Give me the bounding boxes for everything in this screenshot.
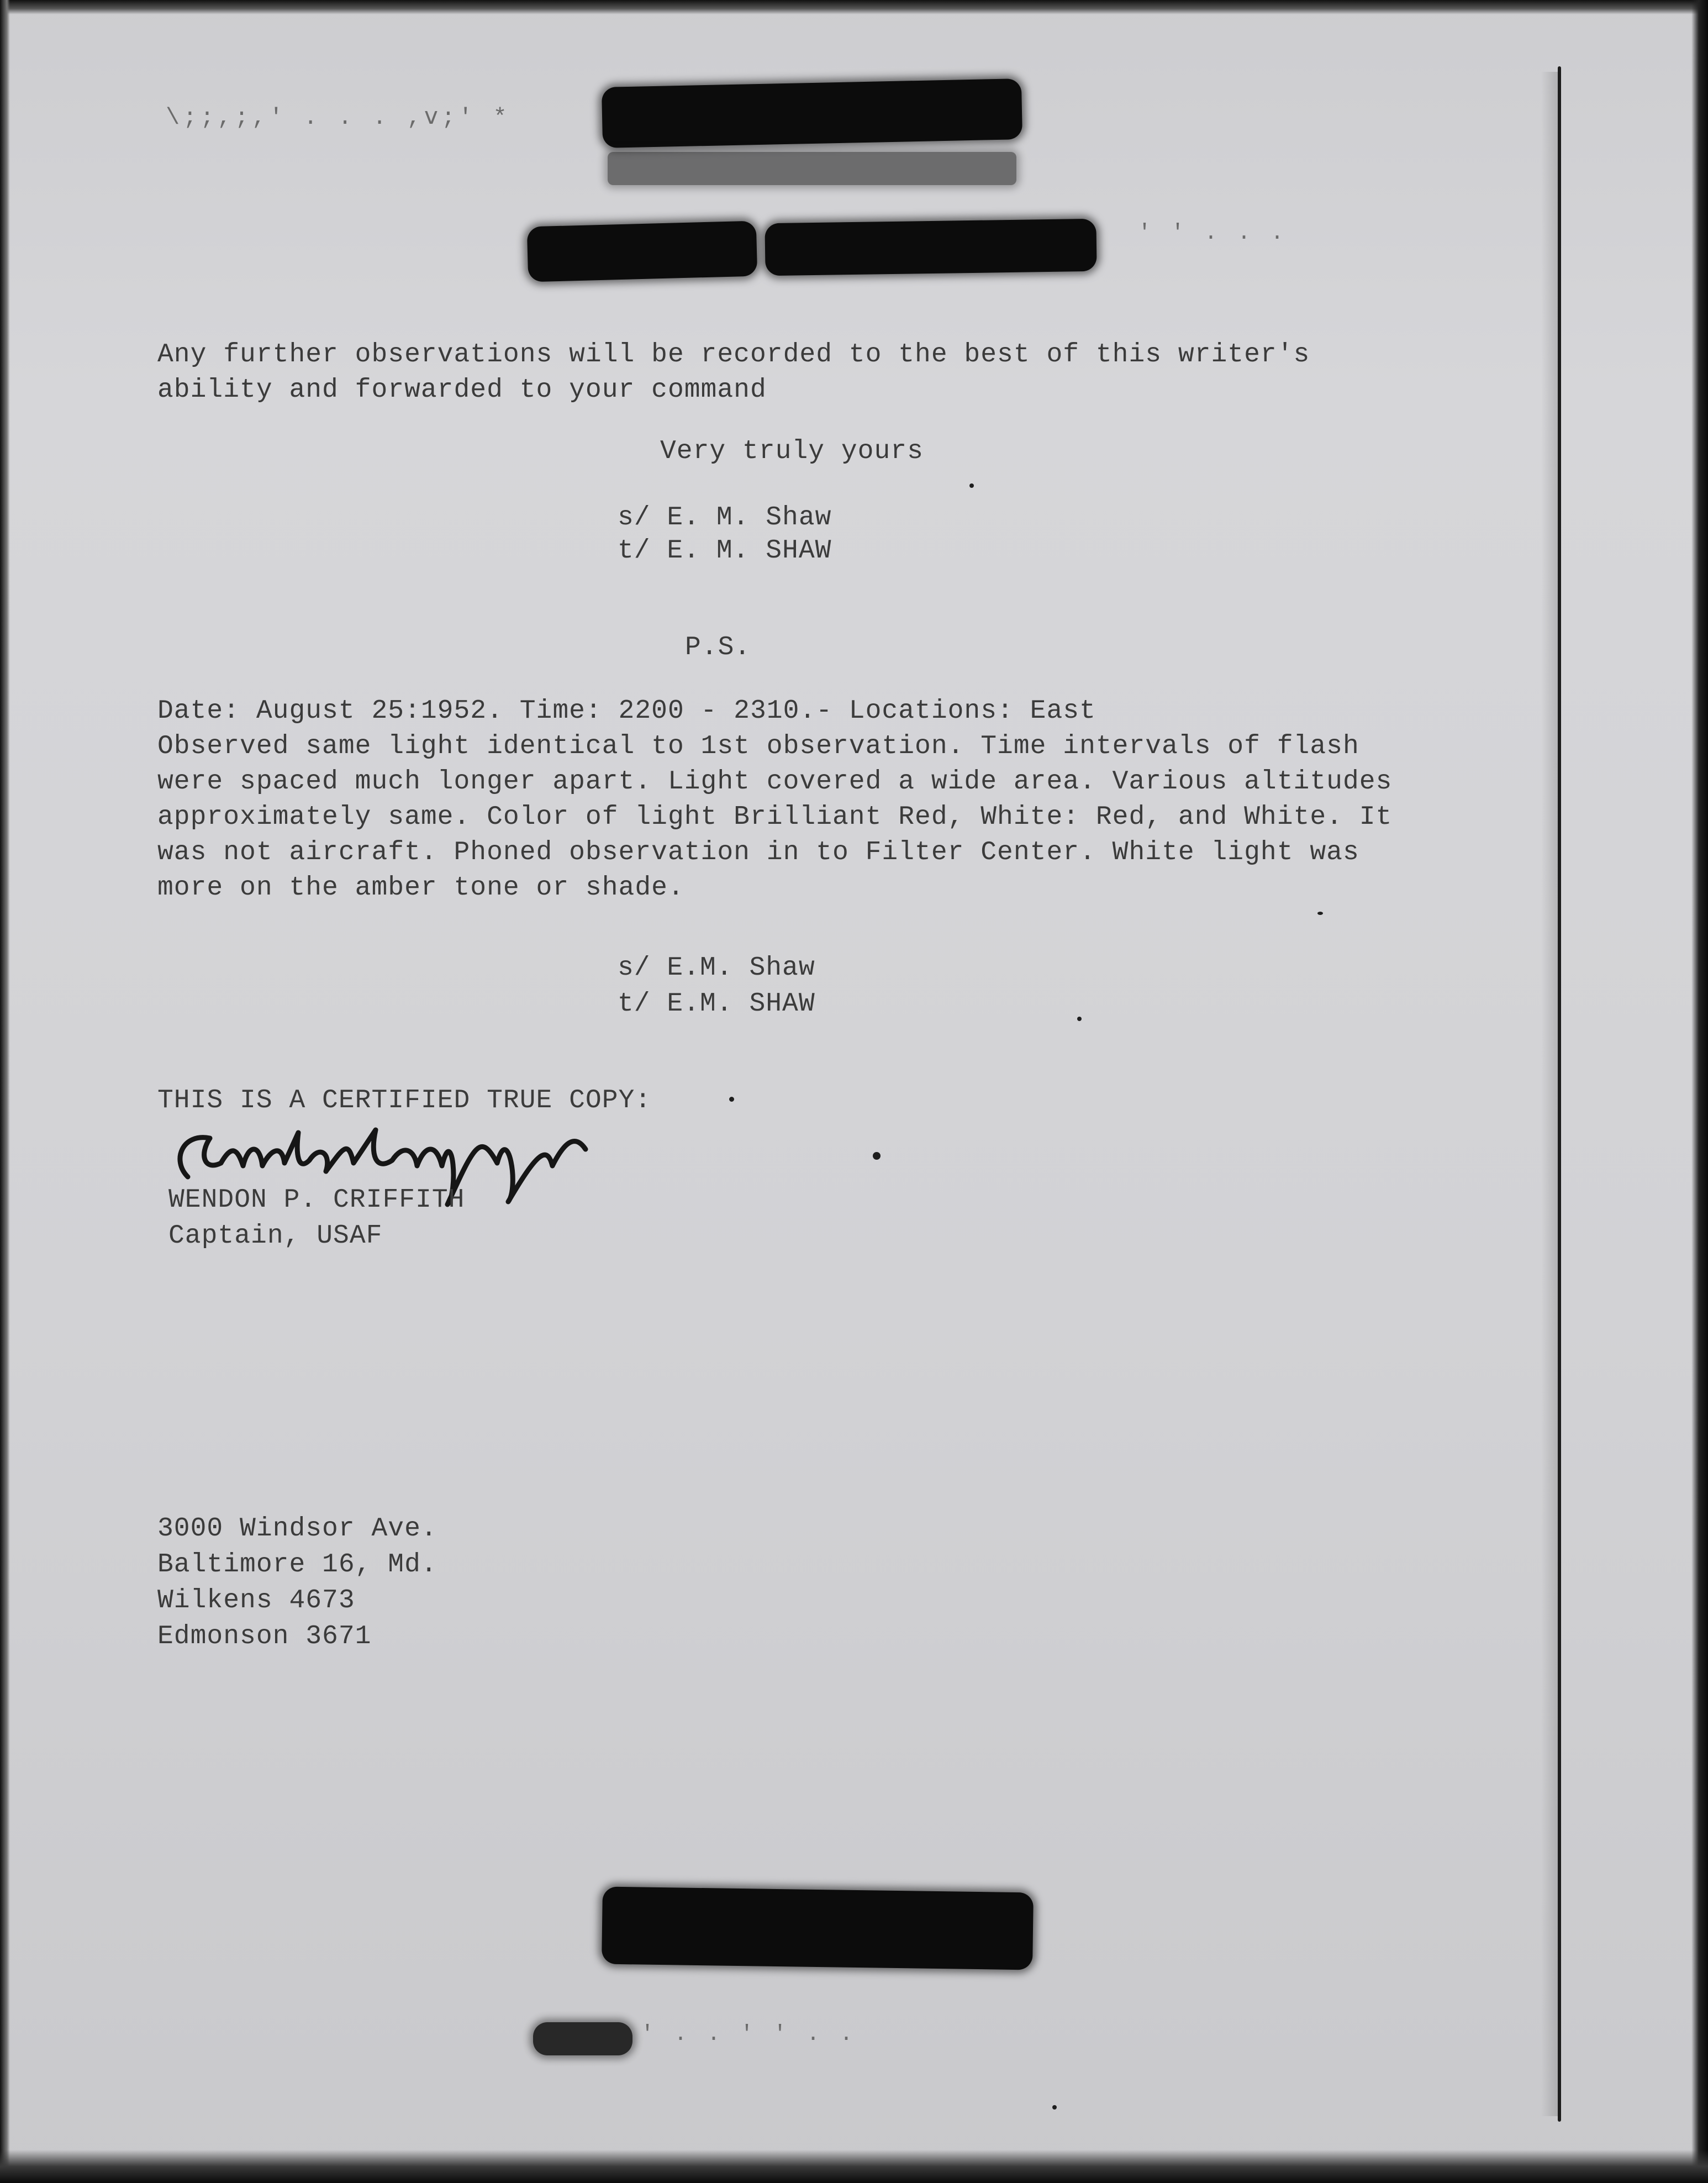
certifier-name: WENDON P. CRIFFITH	[168, 1185, 465, 1215]
redaction-footer-small	[533, 2022, 632, 2055]
header-smudge-left: \;;,;,' . . . ,ⅴ;' *	[166, 104, 510, 131]
redaction-footer-main	[602, 1887, 1034, 1970]
redaction-classification-left	[527, 221, 757, 282]
certifier-rank: Captain, USAF	[168, 1221, 383, 1251]
scan-speck	[1317, 912, 1323, 915]
scan-edge-right	[1691, 0, 1708, 2183]
address-city: Baltimore 16, Md.	[157, 1550, 437, 1580]
scan-speck	[873, 1152, 881, 1160]
certification-statement: THIS IS A CERTIFIED TRUE COPY:	[157, 1086, 652, 1116]
signature-1-signed: s/ E. M. Shaw	[618, 503, 832, 533]
signature-2-signed: s/ E.M. Shaw	[618, 953, 815, 983]
scan-edge-top	[0, 0, 1708, 14]
scan-edge-bottom	[0, 2150, 1708, 2183]
redaction-header-top	[602, 78, 1022, 148]
scan-speck	[1077, 1017, 1082, 1021]
address-phone-1: Wilkens 4673	[157, 1586, 355, 1616]
scan-speck	[1052, 2105, 1057, 2110]
fold-shadow	[1541, 72, 1558, 2116]
signature-1-typed: t/ E. M. SHAW	[618, 536, 832, 566]
footer-smudge: ' . . ' ' . .	[641, 2022, 857, 2047]
scan-speck	[729, 1097, 734, 1102]
address-street: 3000 Windsor Ave.	[157, 1514, 437, 1544]
redaction-classification-right	[765, 219, 1097, 276]
complimentary-close: Very truly yours	[660, 436, 924, 466]
ps-heading: P.S.	[685, 633, 751, 662]
signature-2-typed: t/ E.M. SHAW	[618, 989, 815, 1019]
ps-body: Date: August 25:1952. Time: 2200 - 2310.- Locations: East Observed same light identical to 1st observation. Time intervals of flash were spaced much longer apart. Light covered a wide area. Various altitudes approximately same. Color of light Brilliant Red, White: Red, and White. It was not aircraft. Phoned observation in to Filter Center. White light was more on the amber tone or shade.	[157, 696, 1393, 903]
header-smudge-right: ' ' . . .	[1138, 221, 1288, 246]
scan-speck	[969, 483, 974, 488]
closing-paragraph: Any further observations will be recorded to the best of this writer's ability and forwarded to your command	[157, 340, 1310, 405]
address-phone-2: Edmonson 3671	[157, 1622, 372, 1651]
redaction-header-faint	[608, 152, 1016, 185]
fold-line	[1558, 66, 1561, 2122]
scan-edge-left	[0, 0, 10, 2183]
